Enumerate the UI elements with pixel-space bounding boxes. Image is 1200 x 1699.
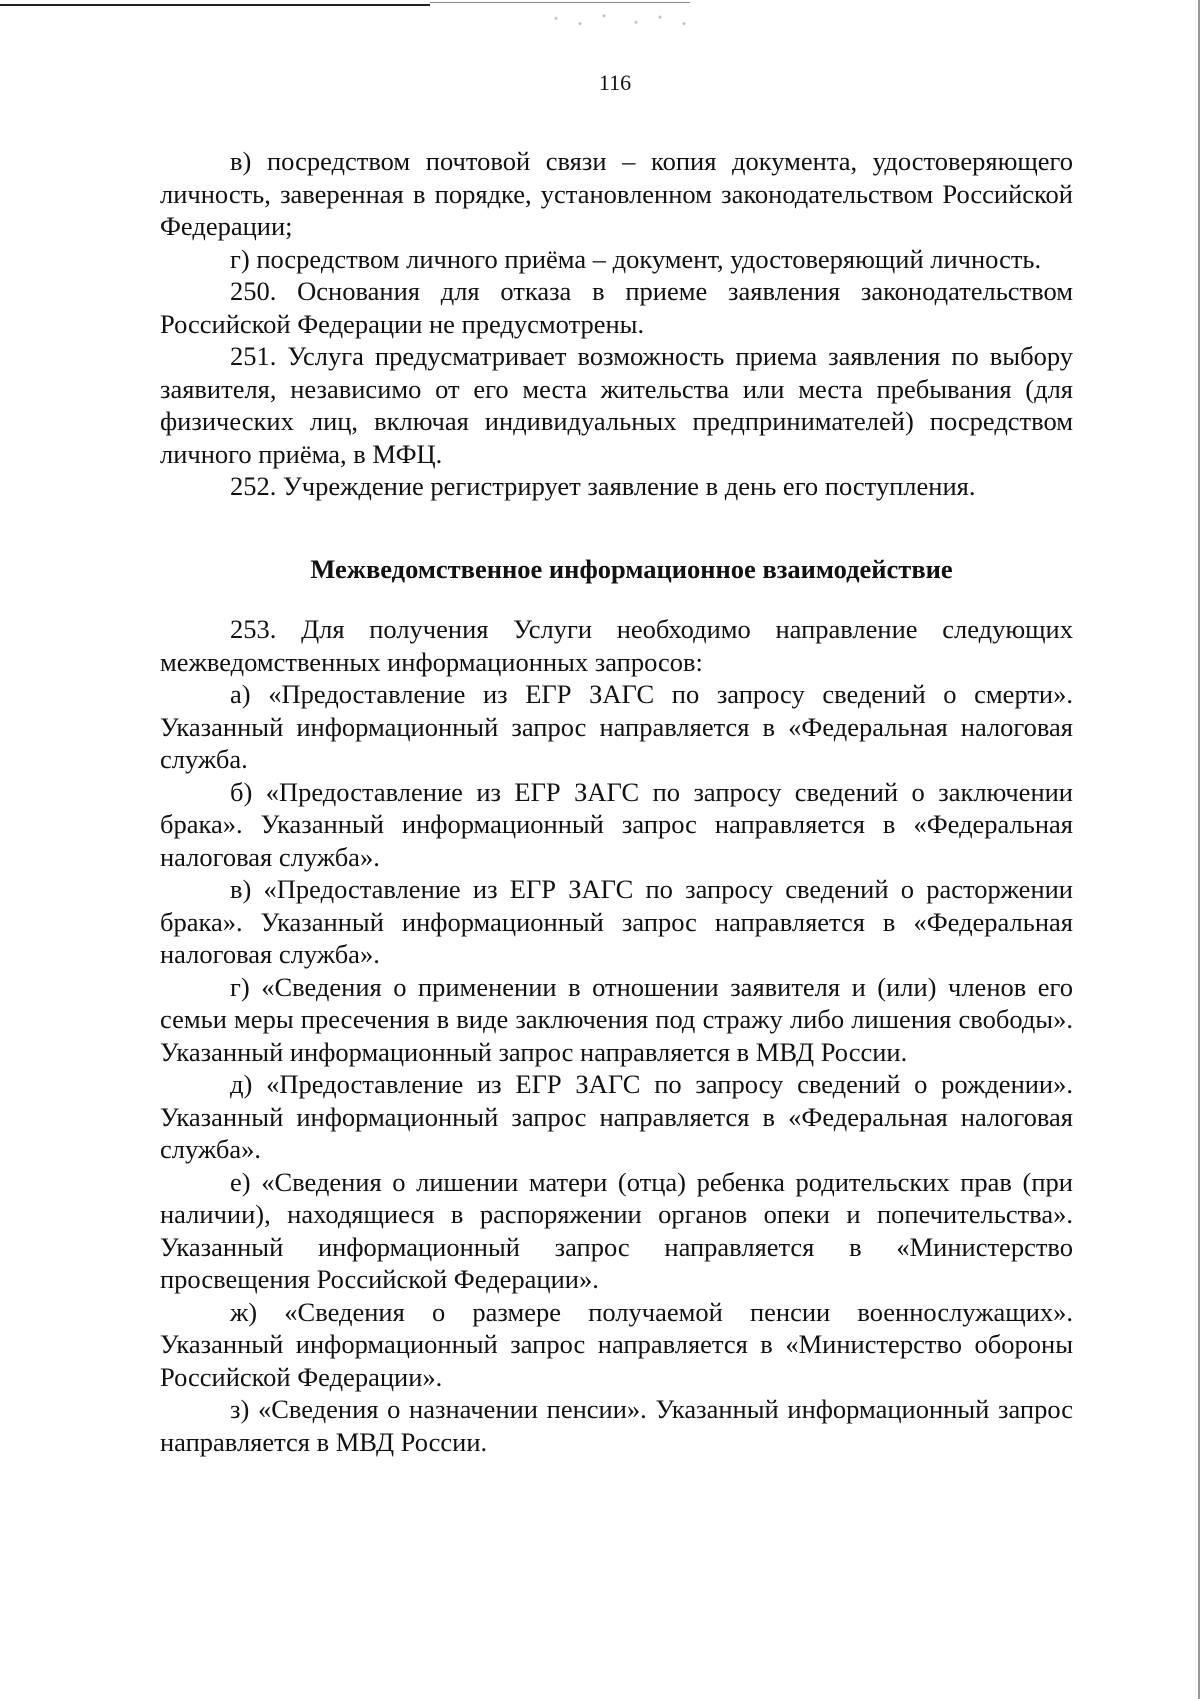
scan-edge-line-faint xyxy=(430,2,690,3)
paragraph-v-postal: в) посредством почтовой связи – копия документа, удостоверяющего личность, заверенная в порядке, установленном законодательством Российской Федерации; xyxy=(160,146,1073,241)
request-item-b: б) «Предоставление из ЕГР ЗАГС по запросу сведений о заключении брака». Указанный информационный запрос направляется в «Федеральная налоговая служба». xyxy=(160,776,1073,872)
paragraph-g-personal: г) посредством личного приёма – документ, удостоверяющий личность. xyxy=(230,243,1042,274)
request-item-v: в) «Предоставление из ЕГР ЗАГС по запросу сведений о расторжении брака». Указанный информационный запрос направляется в «Федеральная налоговая служба». xyxy=(160,874,1073,969)
paragraph-251: 251. Услуга предусматривает возможность приема заявления по выбору заявителя, независимо от его места жительства или места пребывания (для физических лиц, включая индивидуальных предпринимателей) посредством личного приёма, в МФЦ. xyxy=(160,341,1073,469)
request-item-d: д) «Предоставление из ЕГР ЗАГС по запросу сведений о рождении». Указанный информационный запрос направляется в «Федеральная налоговая служба». xyxy=(160,1069,1073,1164)
scan-noise xyxy=(540,8,700,34)
section-heading: Межведомственное информационное взаимодействие xyxy=(310,553,953,584)
scan-edge-line xyxy=(0,4,430,6)
paragraph-250: 250. Основания для отказа в приеме заявления законодательством Российской Федерации не предусмотрены. xyxy=(160,276,1073,339)
request-item-g: г) «Сведения о применении в отношении заявителя и (или) членов его семьи меры пресечения в виде заключения под стражу либо лишения свободы». Указанный информационный запрос направляется в МВД России. xyxy=(160,971,1073,1067)
request-item-e: е) «Сведения о лишении матери (отца) ребенка родительских прав (при наличии), находящиеся в распоряжении органов опеки и попечительства». Указанный информационный запрос направляется в «Министерство просвещения Российской Федерации». xyxy=(160,1166,1073,1294)
request-item-z: з) «Сведения о назначении пенсии». Указанный информационный запрос направляется в МВД России. xyxy=(160,1394,1073,1457)
document-body xyxy=(160,145,1073,1458)
page-number: 116 xyxy=(598,70,632,95)
paragraph-253: 253. Для получения Услуги необходимо направление следующих межведомственных информационных запросов: xyxy=(160,614,1073,677)
paragraph-252: 252. Учреждение регистрирует заявление в день его поступления. xyxy=(230,471,976,501)
request-item-a: а) «Предоставление из ЕГР ЗАГС по запросу сведений о смерти». Указанный информационный запрос направляется в «Федеральная налоговая служба. xyxy=(160,679,1073,774)
request-item-zh: ж) «Сведения о размере получаемой пенсии военнослужащих». Указанный информационный запрос направляется в «Министерство обороны Российской Федерации». xyxy=(160,1296,1073,1392)
